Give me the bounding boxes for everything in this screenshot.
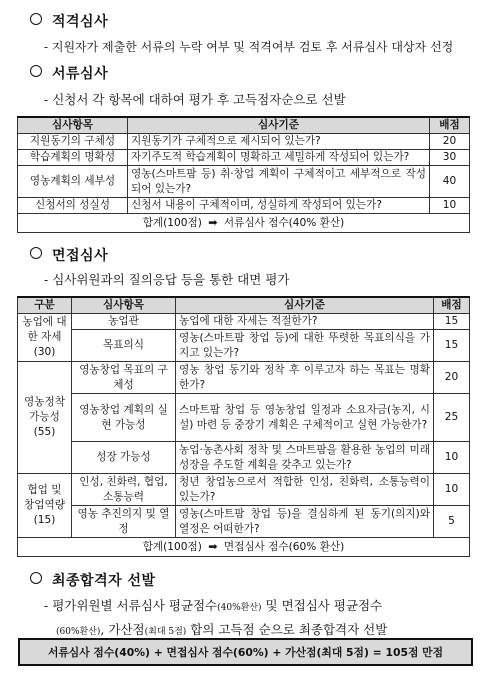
total-label: 합계(100점): [142, 217, 202, 229]
table-cell-score: 30: [430, 150, 470, 166]
table-cell-item: 영농계획의 세부성: [18, 166, 128, 198]
total-label: 합계(100점): [142, 541, 202, 553]
table-cell-score: 20: [430, 134, 470, 150]
table-header: 심사항목: [72, 297, 176, 314]
table-cell-criteria: 영농(스마트팜 창업 등)을 결심하게 된 동기(의지)와 열정은 어떠한가?: [176, 506, 434, 538]
table-cell-score: 15: [434, 314, 470, 330]
table-row: [18, 198, 470, 214]
section-desc: - 심사위원과의 질의응답 등을 통한 대면 평가: [44, 272, 290, 287]
table-row: [18, 394, 470, 442]
table-cell-item: 지원동기의 구체성: [18, 134, 128, 150]
section-heading-final-selection: [30, 570, 156, 590]
section-desc: - 신청서 각 항목에 대하여 평가 후 고득점자순으로 선발: [44, 92, 346, 107]
total-cell: [18, 538, 470, 557]
desc-text: - 평가위원별 서류심사 평균점수: [44, 598, 218, 613]
desc-text: 및 면접심사 평균점수: [261, 598, 383, 613]
table-cell-criteria: 청년 창업농으로서 적합한 인성, 친화력, 소통능력이 있는가?: [176, 474, 434, 506]
table-cell-score: 10: [434, 442, 470, 474]
table-cell-score: 40: [430, 166, 470, 198]
table-cell-category: 농업에 대한 자세 (30): [18, 314, 72, 362]
document-review-table: [17, 116, 470, 233]
right-arrow-icon: ➡: [208, 540, 218, 553]
table-header: 구분: [18, 297, 72, 314]
desc-note: (최대 5점): [144, 627, 187, 637]
right-arrow-icon: ➡: [208, 216, 218, 229]
table-header: 심사기준: [128, 117, 430, 134]
table-cell-score: 10: [434, 474, 470, 506]
table-cell-criteria: 신청서 내용이 구체적이며, 성실하게 작성되어 있는가?: [128, 198, 430, 214]
circle-bullet-icon: [30, 65, 42, 77]
table-cell-criteria: 영농 창업 동기와 정착 후 이루고자 하는 목표는 명확한가?: [176, 362, 434, 394]
table-cell-criteria: 자기주도적 학습계획이 명확하고 세밀하게 작성되어 있는가?: [128, 150, 430, 166]
table-cell-score: 15: [434, 330, 470, 362]
table-cell-item: 영농 추진의지 및 열정: [72, 506, 176, 538]
table-cell-criteria: 농업·농촌사회 정착 및 스마트팜을 활용한 농업의 미래 성장을 주도할 계획을 갖추고 있는가?: [176, 442, 434, 474]
table-row: [18, 442, 470, 474]
table-row: [18, 134, 470, 150]
table-row: [18, 166, 470, 198]
desc-text: 합의 고득점 순으로 최종합격자 선발: [186, 622, 388, 637]
table-total-row: [18, 538, 470, 557]
total-result: 면접심사 점수(60% 환산): [223, 541, 345, 553]
table-cell-category: 협업 및 창업역량 (15): [18, 474, 72, 538]
table-cell-item: 영농창업 목표의 구체성: [72, 362, 176, 394]
table-header: 심사기준: [176, 297, 434, 314]
table-row: [18, 314, 470, 330]
desc-note: (60%환산): [56, 627, 101, 637]
table-row: [18, 506, 470, 538]
section-title: 적격심사: [52, 14, 109, 30]
table-cell-item: 신청서의 성실성: [18, 198, 128, 214]
table-row: [18, 362, 470, 394]
table-cell-item: 영농창업 계획의 실현 가능성: [72, 394, 176, 442]
table-row: [18, 474, 470, 506]
desc-text: , 가산점: [100, 622, 145, 637]
table-cell-category: 영농정착 가능성 (55): [18, 362, 72, 474]
table-header: 심사항목: [18, 117, 128, 134]
table-cell-criteria: 농업에 대한 자세는 적절한가?: [176, 314, 434, 330]
circle-bullet-icon: [30, 13, 42, 25]
total-result: 서류심사 점수(40% 환산): [223, 217, 345, 229]
circle-bullet-icon: [30, 572, 42, 584]
table-cell-item: 농업관: [72, 314, 176, 330]
table-cell-score: 5: [434, 506, 470, 538]
desc-note: (40%환산): [217, 603, 262, 613]
interview-table: [17, 296, 470, 557]
table-header: 배점: [430, 117, 470, 134]
section-heading-eligibility: [30, 11, 108, 31]
table-cell-item: 인성, 친화력, 협업, 소통능력: [72, 474, 176, 506]
table-cell-criteria: 지원동기가 구체적으로 제시되어 있는가?: [128, 134, 430, 150]
table-cell-score: 10: [430, 198, 470, 214]
table-cell-criteria: 스마트팜 창업 등 영농창업 일정과 소요자금(농지, 시설) 마련 등 중장기 계획은 구체적이고 실현 가능한가?: [176, 394, 434, 442]
table-cell-item: 목표의식: [72, 330, 176, 362]
table-total-row: [18, 214, 470, 233]
section-desc: - 지원자가 제출한 서류의 누락 여부 및 적격여부 검토 후 서류심사 대상자 선정: [44, 40, 454, 54]
table-cell-criteria: 영농(스마트팜 등) 취·창업 계획이 구체적이고 세부적으로 작성되어 있는가?: [128, 166, 430, 198]
section-title: 면접심사: [52, 248, 109, 264]
table-cell-item: 학습계획의 명확성: [18, 150, 128, 166]
table-cell-item: 성장 가능성: [72, 442, 176, 474]
table-cell-criteria: 영농(스마트팜 창업 등)에 대한 뚜렷한 목표의식을 가지고 있는가?: [176, 330, 434, 362]
total-cell: [18, 214, 470, 233]
section-heading-document-review: [30, 63, 108, 83]
section-title: 서류심사: [52, 66, 109, 82]
section-desc: [44, 595, 474, 643]
table-row: [18, 330, 470, 362]
section-heading-interview: [30, 245, 108, 265]
section-title: 최종합격자 선발: [52, 573, 156, 589]
final-score-formula-box: [18, 638, 473, 666]
table-cell-score: 20: [434, 362, 470, 394]
table-row: [18, 150, 470, 166]
circle-bullet-icon: [30, 247, 42, 259]
final-score-formula: 서류심사 점수(40%) + 면접심사 점수(60%) + 가산점(최대 5점) = 105점 만점: [47, 645, 444, 659]
table-header: 배점: [434, 297, 470, 314]
table-cell-score: 25: [434, 394, 470, 442]
